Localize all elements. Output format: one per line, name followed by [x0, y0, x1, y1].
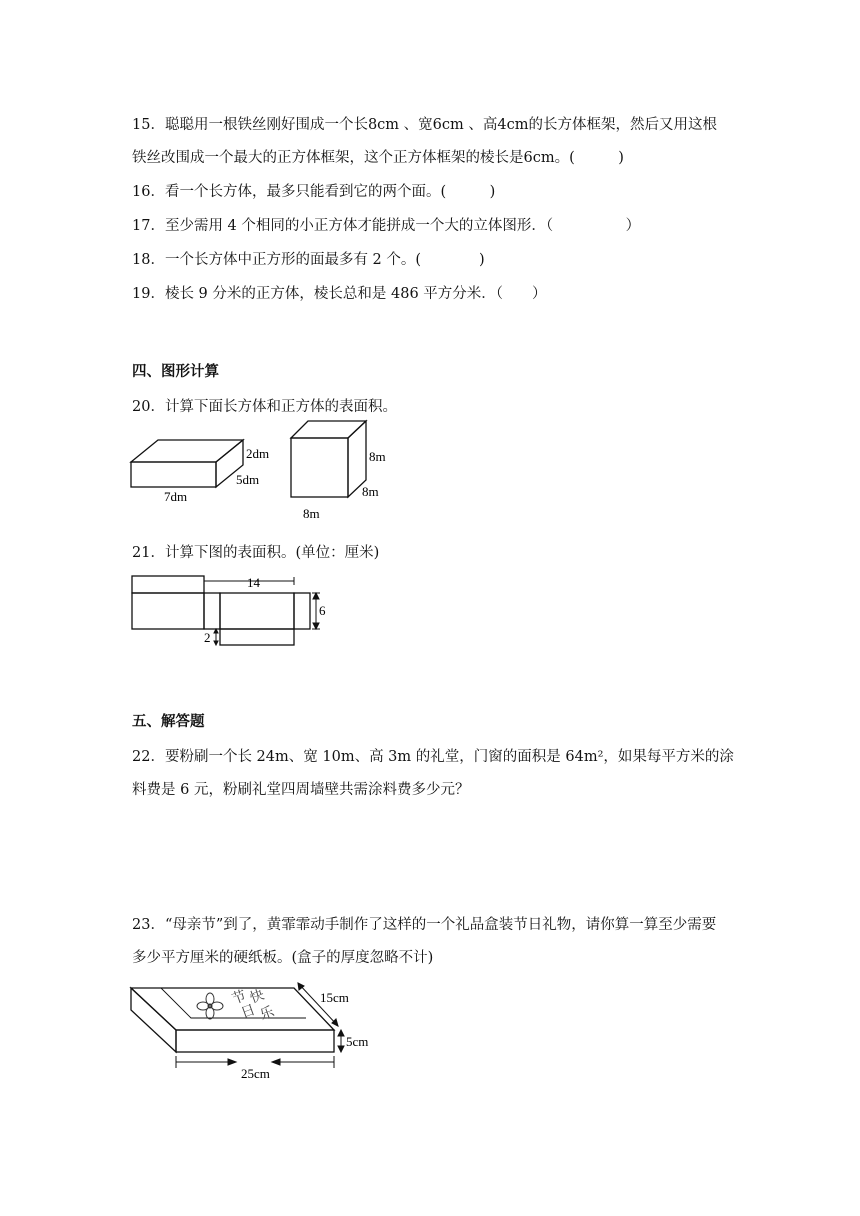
question-19: 19．棱长 9 分米的正方体，棱长总和是 486 平方分米．（ ）: [132, 286, 547, 302]
net-drawing: [132, 576, 310, 645]
lid-text-char-2: 日: [239, 1002, 258, 1022]
cuboid-drawing: [131, 440, 243, 487]
flower-icon: [197, 993, 223, 1019]
question-15-line-1: 15．聪聪用一根铁丝刚好围成一个长8cm 、宽6cm 、高4cm的长方体框架，然后又用这根: [132, 117, 717, 133]
net-depth-label: 2: [204, 630, 211, 645]
question-18: 18．一个长方体中正方形的面最多有 2 个。( ): [132, 252, 485, 268]
cube-height-label: 8m: [369, 449, 386, 464]
question-23-line-1: 23．“母亲节”到了，黄霏霏动手制作了这样的一个礼品盒装节日礼物，请你算一算至少需要: [132, 917, 717, 933]
figure-20: [126, 410, 406, 525]
question-17: 17．至少需用 4 个相同的小正方体才能拼成一个大的立体图形．（ ）: [132, 218, 641, 234]
question-22-line-2: 料费是 6 元，粉刷礼堂四周墙壁共需涂料费多少元？: [132, 782, 470, 798]
cube-drawing: [291, 421, 366, 497]
question-21: 21．计算下图的表面积。(单位：厘米): [132, 545, 380, 561]
net-height-label: 6: [319, 603, 326, 618]
cuboid-height-label: 2dm: [246, 446, 270, 461]
figure-21: [126, 568, 336, 650]
lid-text-char-3: 快: [248, 987, 267, 1007]
section-5-heading: 五、解答题: [132, 714, 205, 730]
net-length-label: 14: [247, 575, 260, 590]
question-20: 20．计算下面长方体和正方体的表面积。: [132, 399, 397, 415]
lid-text-char-1: 节: [230, 988, 249, 1008]
question-16: 16．看一个长方体，最多只能看到它的两个面。( ): [132, 184, 496, 200]
box-height-label: 5cm: [346, 1034, 369, 1049]
lid-text-char-4: 乐: [258, 1004, 277, 1024]
section-4-heading: 四、图形计算: [132, 364, 219, 380]
question-15-line-2: 铁丝改围成一个最大的正方体框架，这个正方体框架的棱长是6cm。( ): [132, 150, 624, 166]
cuboid-depth-label: 5dm: [236, 472, 260, 487]
box-depth-label: 15cm: [320, 990, 349, 1005]
figure-23: [126, 978, 386, 1083]
box-length-label: 25cm: [241, 1066, 270, 1081]
cuboid-length-label: 7dm: [164, 489, 188, 504]
cube-width-label: 8m: [303, 506, 320, 521]
question-22-line-1: 22．要粉刷一个长 24m、宽 10m、高 3m 的礼堂，门窗的面积是 64m²，如果每平方米的涂: [132, 749, 734, 765]
cube-depth-label: 8m: [362, 484, 379, 499]
dimension-lines: [204, 577, 320, 645]
question-23-line-2: 多少平方厘米的硬纸板。(盒子的厚度忽略不计): [132, 950, 434, 966]
